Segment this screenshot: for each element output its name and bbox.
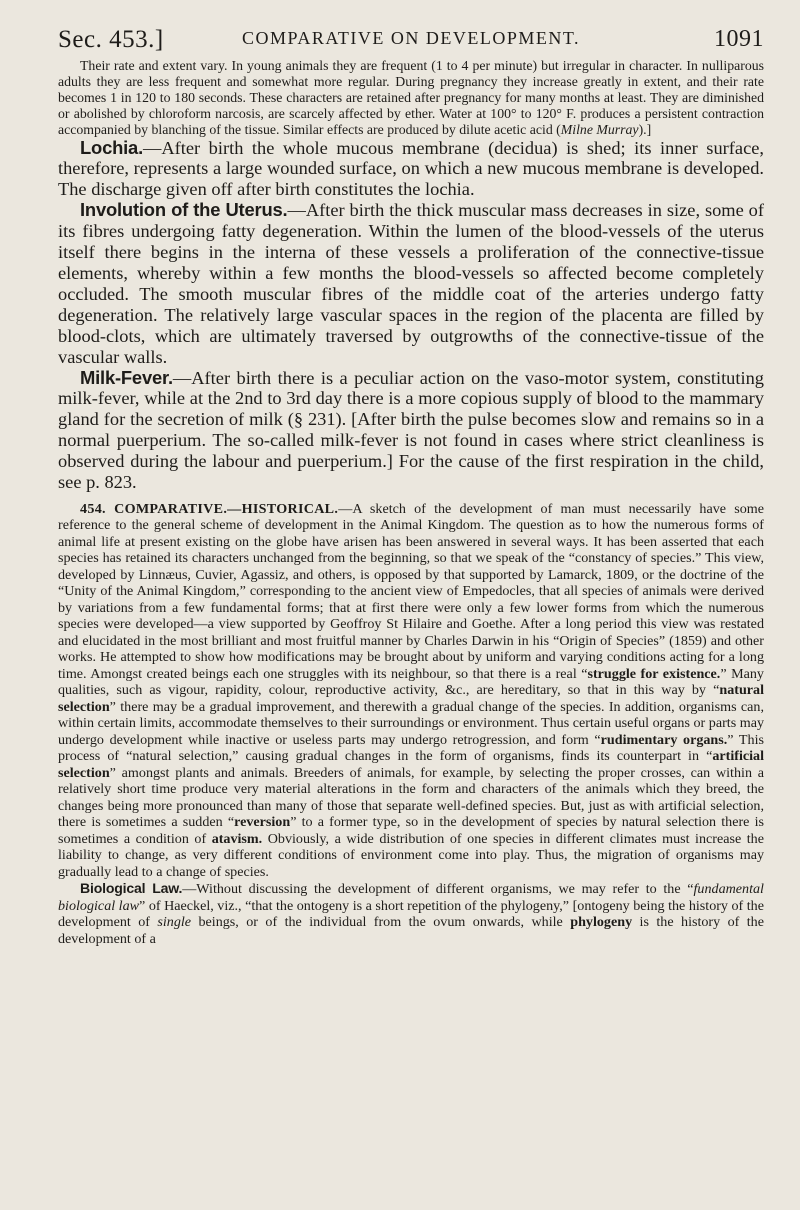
paragraph-454-comparative (58, 501, 764, 881)
key-term: struggle for existence. (587, 665, 721, 682)
paragraph-text: ” amongst plants and animals. Breeders of animals, for example, by selecting the proper crosses, can within a relatively short time produce very material alterations in the form and characters of the animals which they breed, the changes being more pronounced than many of those that separate well-defined species. But, just as with artificial selection, there is sometimes a sudden “ (58, 764, 764, 831)
paragraph-involution (58, 200, 764, 367)
paragraph-text: ” This process of “natural selection,” causing gradual changes in the form of organisms, finds its counterpart in “ (58, 731, 764, 765)
page-number: 1091 (714, 26, 764, 52)
paragraph-text: —After birth there is a peculiar action on the vaso-motor system, constituting milk-fever, while at the 2nd to 3rd day there is a more copious supply of blood to the mammary gland for the secretion of milk (§ 231). [After birth the pulse becomes slow and remains so in a normal puerperium. The so-called milk-fever is not found in cases where strict cleanliness is observed during the labour and puerperium.] For the cause of the first respiration in the child, see p. 823. (58, 367, 764, 493)
paragraph-text: —After birth the thick muscular mass decreases in size, some of its fibres undergoing fatty degeneration. Within the lumen of the blood-vessels of the uterus itself there begins in the interna of these vessels a proliferation of the connective-tissue elements, whereby within a few months the blood-vessels so affected become completely occluded. The smooth muscular fibres of the middle coat of the arteries undergo fatty degeneration. The relatively large vascular spaces in the region of the placenta are filled by blood-clots, which are ultimately traversed by outgrowths of the connective-tissue of the vascular walls. (58, 200, 765, 367)
paragraph-text: ” Many qualities, such as vigour, rapidity, colour, reproductive activity, &c., are hereditary, so that in this way by “ (58, 665, 764, 699)
key-term: artificial selection (58, 748, 764, 781)
section-heading-biological-law: Biological Law. (80, 880, 183, 897)
paragraph-text: is the history of the development of a (58, 914, 764, 947)
paragraph-text: ” of Haeckel, viz., “that the ontogeny is a short repetition of the phylogeny,” [ontogeny being the history of the development of (58, 897, 764, 931)
running-header (58, 22, 764, 56)
author-citation: Milne Murray (560, 121, 639, 137)
emphasized-term: fundamental biological law (58, 881, 764, 914)
paragraph-text: —Without discussing the development of different organisms, we may refer to the “ (182, 881, 694, 898)
paragraph-text: —A sketch of the development of man must necessarily have some reference to the general scheme of development in the Animal Kingdom. The question as to how the numerous forms of animal life at present existing on the globe have arisen has been answered in several ways. It has been asserted that each species has retained its characters unchanged from the beginning, so that we speak of the “constancy of species.” This view, developed by Linnæus, Cuvier, Agassiz, and others, is opposed by that supported by Lamarck, 1809, or the doctrine of the “Unity of the Animal Kingdom,” corresponding to the ancient view of Empedocles, that all species of animals were derived by variations from a few fundamental forms; that at first there were only a few lower forms from which the numerous species were developed—a view supported by Geoffroy St Hilaire and Goethe. After a long period this view was restated and elucidated in the most brilliant and most fruitful manner by Charles Darwin in his “Origin of Species” (1859) and other works. He attempted to show how modifications may be brought about by uniform and varying conditions acting for a long time. Amongst created beings each one struggles with its neighbour, so that there is a real “ (58, 500, 764, 682)
paragraph-text: ).] (638, 121, 652, 137)
emphasized-term: single (157, 914, 192, 931)
key-term: phylogeny (570, 914, 633, 931)
key-term: natural selection (58, 682, 764, 715)
running-title: COMPARATIVE ON DEVELOPMENT. (241, 28, 580, 48)
paragraph-text: ” there may be a gradual improvement, and therewith a gradual change of the species. In addition, organisms can, within certain limits, accommodate themselves to their surroundings or environment. Thus certain useful organs or parts may undergo development while inactive or useless parts may undergo retrogression, and form “ (58, 698, 764, 748)
paragraph-text: Their rate and extent vary. In young animals they are frequent (1 to 4 per minute) but irregular in character. In nulliparous adults they are less frequent and somewhat more regular. During pregnancy they increase greatly in extent, and their rate becomes 1 in 120 to 180 seconds. These characters are retained after pregnancy for many months at least. They are diminished or abolished by chloroform narcosis, are scarcely affected by ether. Water at 100° to 120° F. produces a persistent contraction accompanied by blanching of the tissue. Similar effects are produced by dilute acetic acid ( (58, 58, 764, 137)
paragraph-text: beings, or of the individual from the ovum onwards, while (191, 914, 571, 931)
section-reference: Sec. 453.] (58, 26, 164, 53)
section-heading-involution: Involution of the Uterus. (80, 199, 288, 221)
section-number: 454. (80, 500, 106, 517)
key-term: atavism. (211, 830, 263, 847)
paragraph-uterine-contractions (58, 58, 764, 138)
key-term: rudimentary organs. (600, 731, 728, 748)
paragraph-text: —After birth the whole mucous membrane (decidua) is shed; its inner surface, therefore, represents a large wounded surface, on which a new mucous membrane is developed. The discharge given off after birth constitutes the lochia. (58, 137, 764, 200)
paragraph-milk-fever (58, 368, 764, 493)
paragraph-lochia (58, 138, 764, 201)
paragraph-text: Obviously, a wide distribution of one species in different climates must increase the liability to change, as very different conditions of environment come into play. Thus, the migration of organisms may gradually lead to a change of species. (58, 830, 764, 880)
section-heading-lochia: Lochia. (80, 136, 143, 158)
section-heading-comparative: COMPARATIVE.—HISTORICAL. (114, 500, 339, 517)
paragraph-text: ” to a former type, so in the development of species by natural selection there is sometimes a condition of (58, 814, 764, 847)
key-term: reversion (234, 814, 291, 831)
section-heading-milk-fever: Milk-Fever. (80, 366, 173, 388)
paragraph-biological-law (58, 880, 764, 947)
